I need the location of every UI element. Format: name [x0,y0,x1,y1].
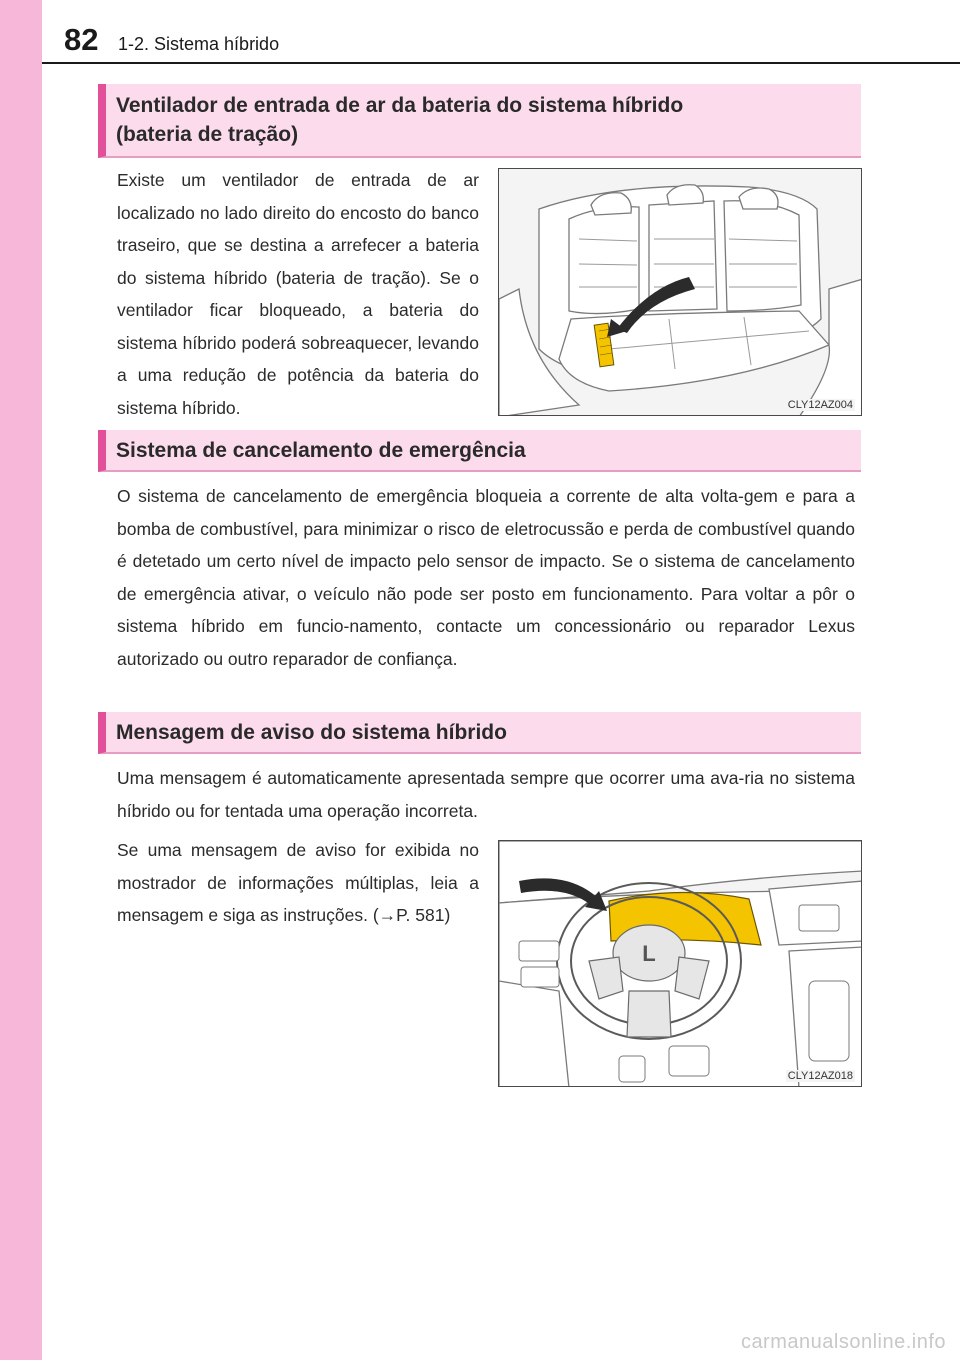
figure-code-2: CLY12AZ018 [787,1070,853,1082]
side-color-strip [0,0,42,1360]
warning-instructions-paragraph: Se uma mensagem de aviso for exibida no mostrador de informações múltiplas, leia a mensagem e siga as instruções. (→P. 581) [117,840,479,925]
page-number: 82 [64,22,99,57]
rear-seat-illustration [498,168,862,416]
chapter-title: 1-2. Sistema híbrido [118,34,280,54]
section-header-battery-fan [98,84,861,158]
rear-seat-drawing [499,169,862,416]
figure-code-1: CLY12AZ004 [787,399,853,411]
section-title-line1: Ventilador de entrada de ar da bateria do sistema híbrido [116,94,684,117]
section-title: Mensagem de aviso do sistema híbrido [116,720,507,744]
section-header-emergency-shutoff [98,430,861,472]
warning-message-paragraph: Uma mensagem é automaticamente apresentada sempre que ocorrer uma ava-ria no sistema híbrido ou for tentada uma operação incorreta. [117,768,855,821]
emergency-shutoff-paragraph: O sistema de cancelamento de emergência bloqueia a corrente de alta volta-gem e para a bomba de combustível, para minimizar o risco de eletrocussão e perda de combustível quando é detetado um certo nível de impacto pelo sensor de impacto. Se o sistema de cancelamento de emergência ativar, o veículo não pode ser posto em funcionamento. Para voltar a pôr o sistema híbrido em funcio-namento, contacte um concessionário ou reparador Lexus autorizado ou outro reparador de confiança. [117,486,855,669]
dashboard-illustration [498,840,862,1087]
dashboard-drawing [499,841,862,1087]
header-rule [42,62,960,64]
watermark: carmanualsonline.info [740,1331,946,1353]
battery-fan-paragraph: Existe um ventilador de entrada de ar localizado no lado direito do encosto do banco traseiro, que se destina a arrefecer a bateria do sistema híbrido (bateria de tração). Se o ventilador ficar bloqueado, a bateria do sistema híbrido poderá sobreaquecer, levando a uma redução de potência da bateria do sistema híbrido. [117,170,479,418]
section-title-line2: (bateria de tração) [116,123,299,146]
section-title: Sistema de cancelamento de emergência [116,438,526,462]
svg-text:L: L [642,941,656,966]
section-header-warning-message [98,712,861,754]
